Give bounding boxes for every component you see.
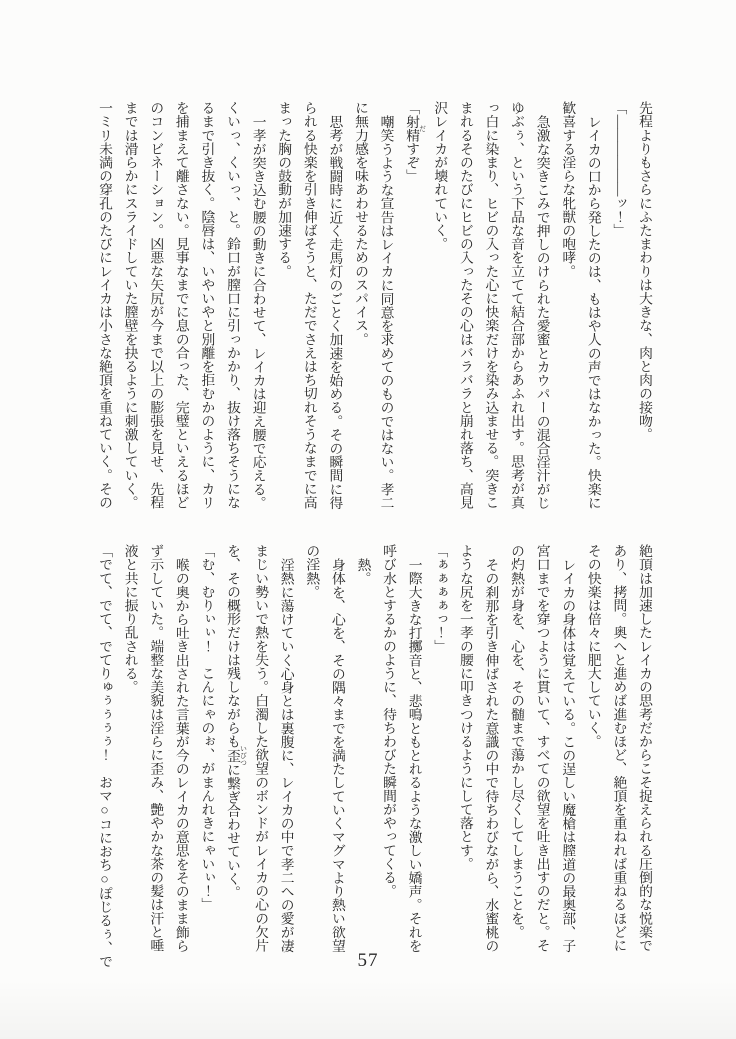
page-number: 57 <box>357 950 379 971</box>
text-column: の淫熱。 <box>304 544 320 599</box>
ruby-annotated-word: 射精 だ <box>404 114 427 142</box>
text-column: 「む、むりぃぃ！ こんにゃのぉ、がまんれきにゃいぃ！」 <box>199 544 215 912</box>
text-column: ゆぶぅ、という下品な音を立てて結合部からあふれ出す。思考が真 <box>509 101 525 509</box>
text-column: 「――――――ッ！」 <box>611 101 627 237</box>
text-column: るまで引き抜く。陰唇は、いやいやと別離を拒むかのように、カリ <box>199 101 215 509</box>
text-column: のコンビネーション。凶悪な矢尻が今まで以上の膨張を見せ、先程 <box>148 101 164 509</box>
text-column: 「ぁぁぁぁっ！」 <box>432 544 448 653</box>
text-column: 喉の奥から吐き出された言葉が今のレイカの意思をそのまま飾ら <box>173 557 189 953</box>
text-column: 身体を、心を、その隅々までを満たしていくマグマより熱い欲望 <box>329 557 345 953</box>
text-column: その快楽は倍々に肥大していく。 <box>585 544 601 748</box>
text-column: 「射精 だすぞ」 <box>404 101 427 183</box>
text-column: ず示していた。端整な美貌は淫らに歪み、艶やかな茶の髪は汗と唾 <box>148 544 164 952</box>
top-text-block <box>91 101 657 515</box>
text-column: 液と共に振り乱される。 <box>122 544 138 694</box>
text-column: 沢レイカが壊れていく。 <box>432 101 448 251</box>
text-column: 「でて、でて、でてりゅぅぅぅぅ！ おマ○コにおち○ぽじるぅ、で <box>97 544 113 968</box>
text-column: まれるそのたびにヒビの入ったその心はバラバラと崩れ落ち、高見 <box>457 101 473 509</box>
text-column: 一ミリ未満の穿孔のたびにレイカは小さな絶頂を重ねていく。その <box>97 101 113 509</box>
text-column: 一際大きな打擲音と、悲鳴ともとれるような激しい嬌声。それを <box>406 557 422 953</box>
text-column: ような尻を一孝の腰に叩きつけるようにして落とす。 <box>457 544 473 871</box>
text-column: を捕まえて離さない。見事なまでに息の合った、完璧といえるほど <box>173 101 189 509</box>
text-column: 絶頂は加速したレイカの思考だからこそ捉えられる圧倒的な悦楽で <box>637 544 652 952</box>
text-column: 一孝が突き込む腰の動きに合わせて、レイカは迎え腰で応える。 <box>250 114 266 510</box>
text-column: まった胸の鼓動が加速する。 <box>276 101 292 278</box>
text-column: 熱。 <box>355 557 371 585</box>
furigana: いびつ <box>239 745 248 766</box>
text-column: までは滑らかにスライドしていた膣壁を抉るように刺激していく。 <box>122 101 138 509</box>
text-column: 急激な突きこみで押しのけられた愛蜜とカウパーの混合淫汁がじ <box>534 114 550 510</box>
text-column: 先程よりもさらにふたまわりは大きな、肉と肉の接吻。 <box>637 101 652 441</box>
text-column: 歓喜する淫らな牝獣の咆哮。 <box>560 101 576 278</box>
furigana: だ <box>418 114 427 142</box>
text-column: 思考が戦闘時に近く走馬灯のごとく加速を始める。その瞬間に得 <box>327 114 343 510</box>
text-column: 淫熱に蕩けていく心身とは裏腹に、レイカの中で孝二への愛が凄 <box>278 557 294 953</box>
text-column: 呼び水とするかのように、待ちわびた瞬間がやってくる。 <box>381 544 397 898</box>
text-column: 宮口までを穿つように貫いて、すべての欲望を吐き出すのだと。そ <box>534 544 550 952</box>
text-column: の灼熱が身を、心を、その髄まで蕩かし尽くしてしまうことを。 <box>509 544 525 939</box>
text-column: あり、拷問。奥へと進めば進むほど、絶頂を重ねれば重ねるほどに <box>611 544 627 952</box>
text-column: られる快楽を引き伸ばそうと、ただでさえはち切れそうなまでに高 <box>301 101 317 509</box>
text-column: に無力感を味あわせるためのスパイス。 <box>352 101 368 346</box>
ruby-annotated-word: 歪 いびつ <box>225 745 248 766</box>
text-column: その刹那を引き伸ばされた意識の中で待ちわびながら、水蜜桃の <box>483 557 499 953</box>
text-column: を、その概形だけは残しながらも歪 いびつに繋ぎ合わせていく。 <box>225 544 248 899</box>
text-column: っ白に染まり、ヒビの入った心に快楽だけを染み込ませる。突きこ <box>483 101 499 509</box>
text-column: レイカの身体は覚えている。この逞しい魔槍は膣道の最奥部、子 <box>560 557 576 953</box>
text-column: くいっ、くいっ、と。鈴口が膣口に引っかかり、抜け落ちそうにな <box>225 101 240 509</box>
text-column: まじい勢いで熱を失う。白濁した欲望のボンドがレイカの心の欠片 <box>253 544 269 952</box>
text-column: 嘲笑うような宣告はレイカに同意を求めてのものではない。孝二 <box>378 114 394 510</box>
text-column: レイカの口から発したのは、もはや人の声ではなかった。快楽に <box>585 114 601 510</box>
